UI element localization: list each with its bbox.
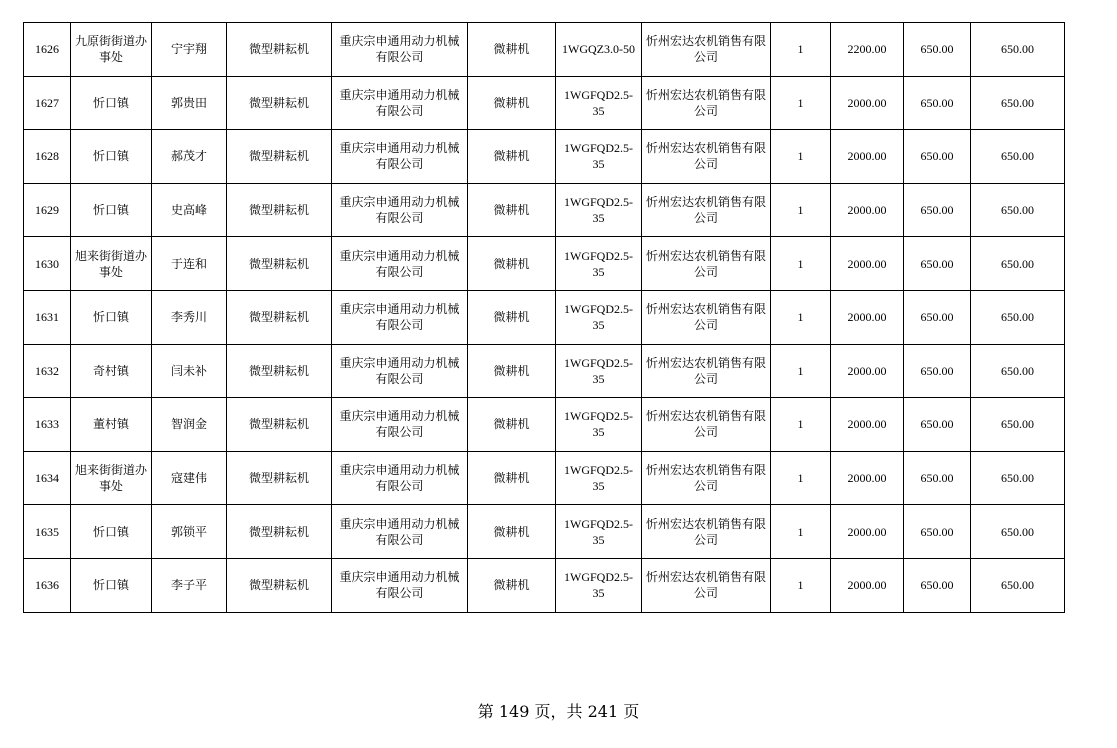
cell-model: 1WGFQD2.5-35 (556, 237, 642, 291)
cell-model: 1WGFQD2.5-35 (556, 344, 642, 398)
cell-buyer-name: 郝茂才 (152, 130, 227, 184)
cell-buyer-name: 李子平 (152, 558, 227, 612)
cell-dealer: 忻州宏达农机销售有限公司 (642, 183, 771, 237)
cell-manufacturer: 重庆宗申通用动力机械有限公司 (332, 344, 468, 398)
cell-town: 忻口镇 (71, 183, 152, 237)
cell-machine-item: 微型耕耘机 (227, 23, 332, 77)
table-row (24, 290, 1065, 344)
cell-model: 1WGFQD2.5-35 (556, 558, 642, 612)
cell-unit-subsidy: 650.00 (904, 290, 971, 344)
cell-sequence-no: 1633 (24, 398, 71, 452)
cell-model: 1WGFQD2.5-35 (556, 505, 642, 559)
cell-quantity: 1 (771, 76, 831, 130)
cell-town: 忻口镇 (71, 558, 152, 612)
cell-town: 董村镇 (71, 398, 152, 452)
cell-sale-price: 2000.00 (831, 76, 904, 130)
cell-town: 旭来街街道办事处 (71, 237, 152, 291)
cell-sequence-no: 1630 (24, 237, 71, 291)
cell-model: 1WGFQD2.5-35 (556, 290, 642, 344)
cell-product-name: 微耕机 (468, 451, 556, 505)
cell-product-name: 微耕机 (468, 505, 556, 559)
cell-model: 1WGFQD2.5-35 (556, 398, 642, 452)
cell-buyer-name: 于连和 (152, 237, 227, 291)
cell-town: 旭来街街道办事处 (71, 451, 152, 505)
cell-total-subsidy: 650.00 (971, 558, 1065, 612)
cell-town: 九原街街道办事处 (71, 23, 152, 77)
table-row (24, 237, 1065, 291)
cell-machine-item: 微型耕耘机 (227, 130, 332, 184)
cell-sequence-no: 1628 (24, 130, 71, 184)
cell-manufacturer: 重庆宗申通用动力机械有限公司 (332, 237, 468, 291)
cell-dealer: 忻州宏达农机销售有限公司 (642, 23, 771, 77)
cell-dealer: 忻州宏达农机销售有限公司 (642, 451, 771, 505)
cell-sequence-no: 1635 (24, 505, 71, 559)
cell-model: 1WGFQD2.5-35 (556, 451, 642, 505)
cell-machine-item: 微型耕耘机 (227, 76, 332, 130)
cell-sale-price: 2000.00 (831, 558, 904, 612)
cell-quantity: 1 (771, 183, 831, 237)
cell-machine-item: 微型耕耘机 (227, 344, 332, 398)
cell-unit-subsidy: 650.00 (904, 130, 971, 184)
cell-sale-price: 2000.00 (831, 505, 904, 559)
cell-unit-subsidy: 650.00 (904, 237, 971, 291)
cell-sale-price: 2200.00 (831, 23, 904, 77)
cell-unit-subsidy: 650.00 (904, 23, 971, 77)
table-row (24, 344, 1065, 398)
cell-machine-item: 微型耕耘机 (227, 451, 332, 505)
cell-dealer: 忻州宏达农机销售有限公司 (642, 398, 771, 452)
cell-buyer-name: 郭贵田 (152, 76, 227, 130)
cell-town: 忻口镇 (71, 130, 152, 184)
cell-machine-item: 微型耕耘机 (227, 290, 332, 344)
cell-unit-subsidy: 650.00 (904, 505, 971, 559)
cell-product-name: 微耕机 (468, 290, 556, 344)
cell-dealer: 忻州宏达农机销售有限公司 (642, 290, 771, 344)
cell-machine-item: 微型耕耘机 (227, 558, 332, 612)
cell-sequence-no: 1626 (24, 23, 71, 77)
cell-quantity: 1 (771, 237, 831, 291)
cell-manufacturer: 重庆宗申通用动力机械有限公司 (332, 23, 468, 77)
cell-total-subsidy: 650.00 (971, 344, 1065, 398)
cell-quantity: 1 (771, 451, 831, 505)
cell-total-subsidy: 650.00 (971, 237, 1065, 291)
cell-buyer-name: 寇建伟 (152, 451, 227, 505)
cell-dealer: 忻州宏达农机销售有限公司 (642, 344, 771, 398)
cell-sequence-no: 1631 (24, 290, 71, 344)
table-row (24, 451, 1065, 505)
cell-machine-item: 微型耕耘机 (227, 237, 332, 291)
cell-product-name: 微耕机 (468, 237, 556, 291)
cell-manufacturer: 重庆宗申通用动力机械有限公司 (332, 130, 468, 184)
cell-quantity: 1 (771, 398, 831, 452)
cell-unit-subsidy: 650.00 (904, 558, 971, 612)
cell-model: 1WGFQD2.5-35 (556, 183, 642, 237)
cell-total-subsidy: 650.00 (971, 398, 1065, 452)
cell-sale-price: 2000.00 (831, 130, 904, 184)
table-row (24, 398, 1065, 452)
cell-total-subsidy: 650.00 (971, 290, 1065, 344)
cell-unit-subsidy: 650.00 (904, 76, 971, 130)
cell-product-name: 微耕机 (468, 23, 556, 77)
cell-total-subsidy: 650.00 (971, 130, 1065, 184)
cell-unit-subsidy: 650.00 (904, 344, 971, 398)
cell-product-name: 微耕机 (468, 344, 556, 398)
table-row (24, 505, 1065, 559)
cell-buyer-name: 宁宇翔 (152, 23, 227, 77)
cell-machine-item: 微型耕耘机 (227, 183, 332, 237)
cell-manufacturer: 重庆宗申通用动力机械有限公司 (332, 505, 468, 559)
cell-total-subsidy: 650.00 (971, 183, 1065, 237)
cell-buyer-name: 闫未补 (152, 344, 227, 398)
table-row (24, 23, 1065, 77)
cell-model: 1WGQZ3.0-50 (556, 23, 642, 77)
cell-town: 忻口镇 (71, 76, 152, 130)
cell-quantity: 1 (771, 290, 831, 344)
cell-sale-price: 2000.00 (831, 237, 904, 291)
cell-sequence-no: 1632 (24, 344, 71, 398)
cell-sequence-no: 1629 (24, 183, 71, 237)
cell-dealer: 忻州宏达农机销售有限公司 (642, 237, 771, 291)
cell-product-name: 微耕机 (468, 130, 556, 184)
cell-town: 忻口镇 (71, 505, 152, 559)
cell-total-subsidy: 650.00 (971, 451, 1065, 505)
cell-town: 奇村镇 (71, 344, 152, 398)
cell-product-name: 微耕机 (468, 76, 556, 130)
cell-sale-price: 2000.00 (831, 451, 904, 505)
table-row (24, 130, 1065, 184)
cell-sale-price: 2000.00 (831, 398, 904, 452)
cell-product-name: 微耕机 (468, 558, 556, 612)
table-row (24, 558, 1065, 612)
cell-manufacturer: 重庆宗申通用动力机械有限公司 (332, 76, 468, 130)
cell-buyer-name: 李秀川 (152, 290, 227, 344)
cell-quantity: 1 (771, 130, 831, 184)
cell-dealer: 忻州宏达农机销售有限公司 (642, 505, 771, 559)
cell-product-name: 微耕机 (468, 398, 556, 452)
cell-dealer: 忻州宏达农机销售有限公司 (642, 76, 771, 130)
cell-quantity: 1 (771, 558, 831, 612)
cell-quantity: 1 (771, 344, 831, 398)
cell-total-subsidy: 650.00 (971, 76, 1065, 130)
cell-buyer-name: 智润金 (152, 398, 227, 452)
page-number: 第 149 页，共 241 页 (477, 702, 640, 721)
cell-unit-subsidy: 650.00 (904, 451, 971, 505)
cell-sale-price: 2000.00 (831, 183, 904, 237)
table-body (24, 23, 1065, 613)
cell-manufacturer: 重庆宗申通用动力机械有限公司 (332, 183, 468, 237)
cell-manufacturer: 重庆宗申通用动力机械有限公司 (332, 558, 468, 612)
cell-quantity: 1 (771, 505, 831, 559)
cell-dealer: 忻州宏达农机销售有限公司 (642, 558, 771, 612)
cell-buyer-name: 郭锁平 (152, 505, 227, 559)
cell-model: 1WGFQD2.5-35 (556, 130, 642, 184)
cell-unit-subsidy: 650.00 (904, 398, 971, 452)
cell-manufacturer: 重庆宗申通用动力机械有限公司 (332, 398, 468, 452)
cell-machine-item: 微型耕耘机 (227, 505, 332, 559)
cell-model: 1WGFQD2.5-35 (556, 76, 642, 130)
cell-sale-price: 2000.00 (831, 344, 904, 398)
table-row (24, 183, 1065, 237)
subsidy-table (23, 22, 1065, 613)
cell-quantity: 1 (771, 23, 831, 77)
cell-manufacturer: 重庆宗申通用动力机械有限公司 (332, 451, 468, 505)
cell-sequence-no: 1634 (24, 451, 71, 505)
cell-product-name: 微耕机 (468, 183, 556, 237)
cell-sequence-no: 1636 (24, 558, 71, 612)
cell-buyer-name: 史高峰 (152, 183, 227, 237)
cell-machine-item: 微型耕耘机 (227, 398, 332, 452)
cell-sale-price: 2000.00 (831, 290, 904, 344)
cell-town: 忻口镇 (71, 290, 152, 344)
cell-dealer: 忻州宏达农机销售有限公司 (642, 130, 771, 184)
cell-total-subsidy: 650.00 (971, 505, 1065, 559)
cell-unit-subsidy: 650.00 (904, 183, 971, 237)
cell-total-subsidy: 650.00 (971, 23, 1065, 77)
cell-sequence-no: 1627 (24, 76, 71, 130)
cell-manufacturer: 重庆宗申通用动力机械有限公司 (332, 290, 468, 344)
table-row (24, 76, 1065, 130)
